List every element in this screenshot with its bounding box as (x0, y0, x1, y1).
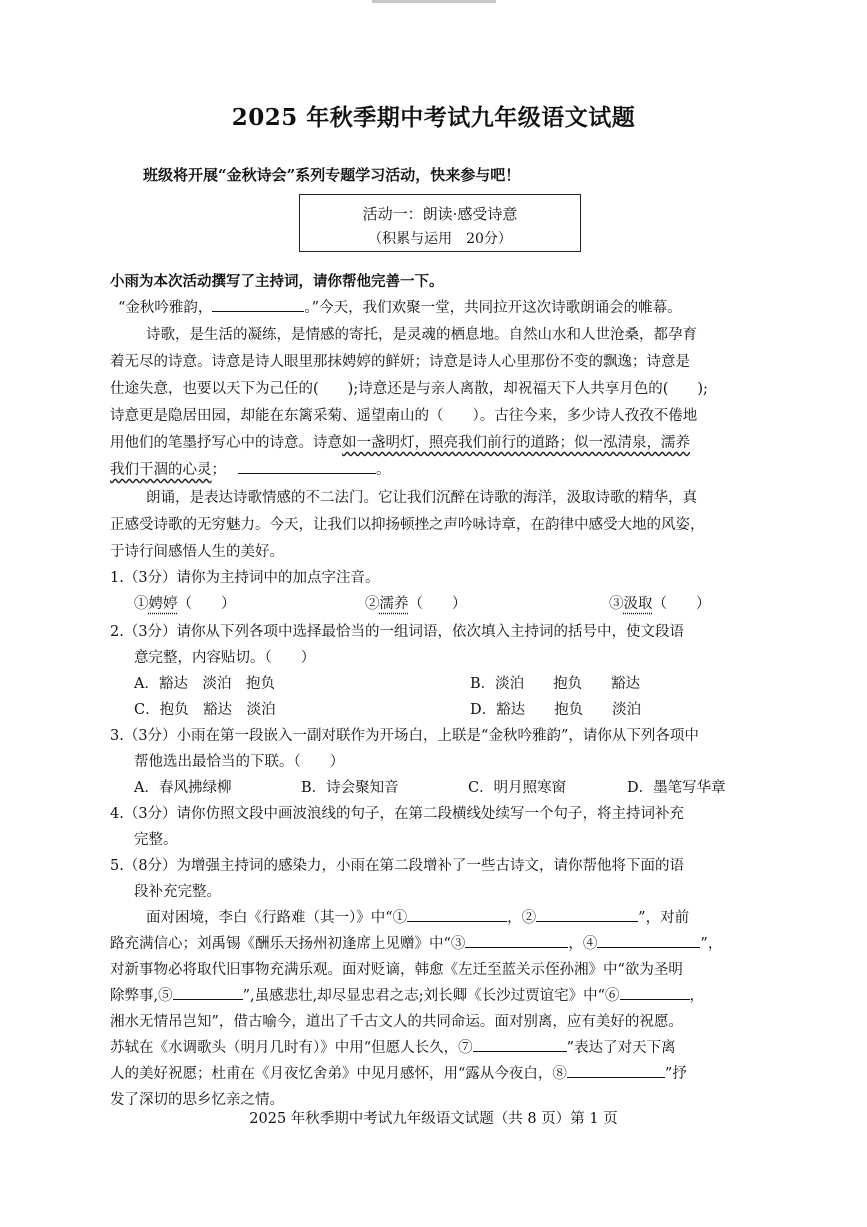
q2-option-b[interactable]: B．淡泊 抱负 豁达 (470, 676, 641, 692)
q3-option-a[interactable]: A．春风拂绿柳 (134, 780, 232, 796)
blank-4[interactable] (597, 933, 700, 948)
p2-line-5 (110, 431, 690, 452)
p2-line-6-end: 。 (376, 462, 391, 478)
blank-imitation[interactable] (238, 459, 376, 474)
blank-7[interactable] (473, 1037, 567, 1052)
q3-option-c[interactable]: C．明月照寒窗 (468, 780, 567, 796)
q5-line-2: 路充满信心；刘禹锡《酬乐天扬州初逢席上见赠》中“③ ，④ ”， (110, 932, 722, 953)
p2-line-2: 着无尽的诗意。诗意是诗人眼里那抹娉婷的鲜妍；诗意是诗人心里那份不变的飘逸；诗意是 (110, 354, 690, 370)
p2-line-5-text: 用他们的笔墨抒写心中的诗意。诗意 (110, 435, 342, 451)
q2-option-a[interactable]: A．豁达 淡泊 抱负 (134, 676, 275, 692)
q5-line-8: 发了深切的思乡忆亲之情。 (110, 1092, 284, 1108)
task-instruction: 小雨为本次活动撰写了主持词，请你帮他完善一下。 (110, 273, 444, 290)
p2-line-3: 仕途失意，也要以天下为己任的( );诗意还是与亲人离散，却祝福天下人共享月色的( ); (110, 381, 708, 397)
activity-box (299, 194, 581, 252)
q3-option-d[interactable]: D．墨笔写华章 (627, 780, 726, 796)
q1-answer-3[interactable]: （ ） (652, 596, 711, 612)
q5-line-4: 除弊事,⑤ ”,虽感悲壮,却尽显忠君之志;刘长卿《长沙过贾谊宅》中“⑥ ， (110, 984, 704, 1005)
script-paragraph-1 (118, 296, 682, 317)
q1-word-3: 汲取 (623, 596, 653, 612)
blank-1[interactable] (407, 907, 507, 922)
q2-stem-line-1: 2.（3分）请你从下列各项中选择最恰当的一组词语，依次填入主持词的括号中，使文段语 (110, 624, 685, 640)
activity-score: （积累与运用 20分） (368, 231, 512, 247)
q1-option-2: ②濡养（ ） (365, 596, 467, 612)
q4-stem-line-1: 4.（3分）请你仿照文段中画波浪线的句子，在第二段横线处续写一个句子，将主持词补充 (110, 806, 685, 822)
p3-line-2: 正感受诗歌的无穷魅力。今天，让我们以抑扬顿挫之声吟咏诗章，在韵律中感受大地的风姿， (110, 517, 705, 533)
q1-answer-2[interactable]: （ ） (408, 596, 467, 612)
q5-stem-line-2: 段补充完整。 (134, 884, 221, 900)
p3-line-1: 朗诵，是表达诗歌情感的不二法门。它让我们沉醉在诗歌的海洋，汲取诗歌的精华，真 (146, 490, 697, 506)
p2-line-1: 诗歌，是生活的凝练，是情感的寄托，是灵魂的栖息地。自然山水和人世沧桑，都孕育 (146, 327, 697, 343)
p2-line-4: 诗意更是隐居田园，却能在东篱采菊、遥望南山的（ ）。古往今来，多少诗人孜孜不倦地 (110, 408, 698, 424)
page-footer: 2025 年秋季期中考试九年级语文试题（共 8 页）第 1 页 (249, 1111, 618, 1127)
q2-stem-line-2: 意完整，内容贴切。（ ） (134, 650, 316, 666)
scan-edge-mark (372, 0, 496, 3)
wavy-sentence: 如一盏明灯，照亮我们前行的道路；似一泓清泉，濡养 (342, 435, 690, 451)
q5-line-3: 对新事物必将取代旧事物充满乐观。面对贬谪，韩愈《左迁至蓝关示侄孙湘》中“欲为圣明 (110, 962, 683, 978)
q1-answer-1[interactable]: （ ） (177, 596, 236, 612)
p3-line-3: 于诗行间感悟人生的美好。 (110, 544, 284, 560)
q1-option-3: ③汲取（ ） (609, 596, 711, 612)
blank-5[interactable] (173, 985, 243, 1000)
q5-stem-line-1: 5.（8分）为增强主持词的感染力，小雨在第二段增补了一些古诗文，请你帮他将下面的语 (110, 858, 685, 874)
intro-text: 班级将开展“金秋诗会”系列专题学习活动，快来参与吧！ (143, 166, 521, 184)
q5-line-7: 人的美好祝愿；杜甫在《月夜忆舍弟》中见月感怀，用“露从今夜白，⑧ ”抒 (110, 1062, 687, 1083)
page-title: 2025 年秋季期中考试九年级语文试题 (231, 104, 636, 131)
blank-3[interactable] (465, 933, 568, 948)
q1-word-1: 娉婷 (148, 596, 178, 612)
q5-line-6: 苏轼在《水调歌头（明月几时有）》中用“但愿人长久，⑦ ”表达了对天下离 (110, 1036, 676, 1057)
q3-stem-line-2: 帮他选出最恰当的下联。（ ） (134, 754, 345, 770)
q5-line-5: 湘水无情吊岂知”，借古喻今，道出了千古文人的共同命运。面对别离，应有美好的祝愿。 (110, 1014, 683, 1030)
p2-line-6-sep: ； (211, 462, 226, 478)
q1-option-1: ①娉婷（ ） (134, 596, 236, 612)
blank-couplet[interactable] (212, 297, 304, 312)
q2-option-c[interactable]: C．抱负 豁达 淡泊 (134, 702, 276, 718)
p2-line-6 (110, 458, 391, 479)
q1-stem: 1.（3分）请你为主持词中的加点字注音。 (110, 570, 380, 586)
blank-6[interactable] (620, 985, 690, 1000)
p1-start: “金秋吟雅韵， (118, 300, 213, 316)
wavy-sentence-end: 我们干涸的心灵 (110, 462, 212, 478)
q3-stem-line-1: 3.（3分）小雨在第一段嵌入一副对联作为开场白，上联是“金秋吟雅韵”，请你从下列各项中 (110, 728, 699, 744)
activity-title: 活动一：朗读·感受诗意 (362, 205, 518, 223)
blank-2[interactable] (536, 907, 638, 922)
q2-option-d[interactable]: D．豁达 抱负 淡泊 (470, 702, 642, 718)
blank-8[interactable] (567, 1063, 665, 1078)
p1-end: 。”今天，我们欢聚一堂，共同拉开这次诗歌朗诵会的帷幕。 (304, 300, 682, 316)
q5-line-1: 面对困境，李白《行路难（其一）》中“① ，② ”，对前 (146, 906, 689, 927)
q1-word-2: 濡养 (379, 596, 409, 612)
q4-stem-line-2: 完整。 (134, 832, 178, 848)
q3-option-b[interactable]: B．诗会聚知音 (301, 780, 399, 796)
